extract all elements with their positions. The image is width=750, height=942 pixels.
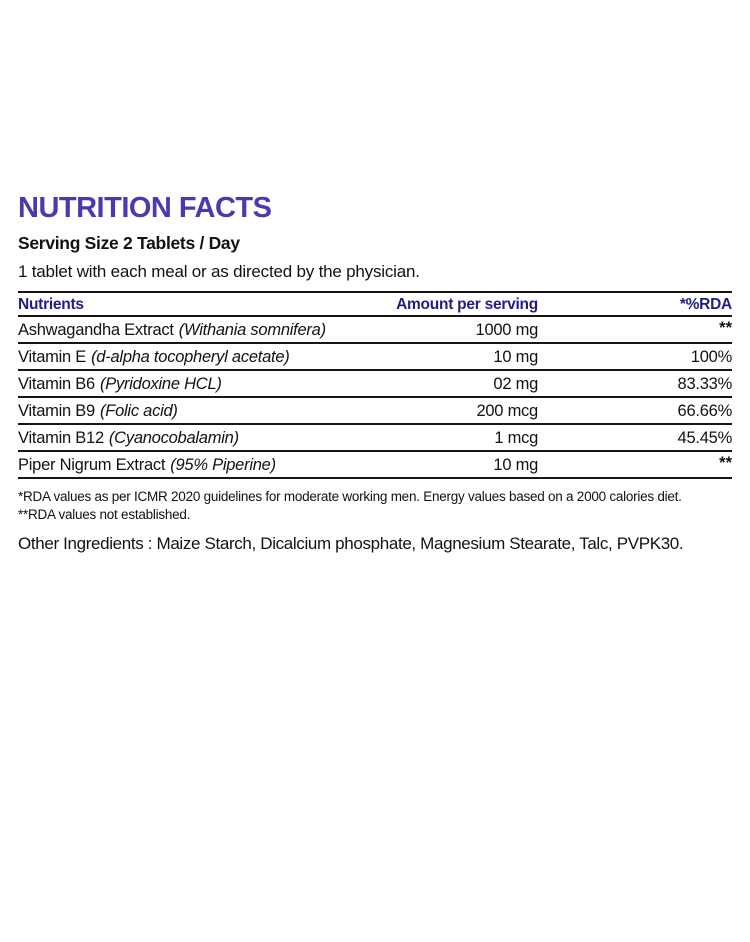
- nutrient-name: Vitamin B6: [18, 374, 95, 393]
- amount-value: 10 mg: [493, 455, 538, 474]
- nutrient-name: Vitamin B12: [18, 428, 104, 447]
- nutrient-botanical: (Folic acid): [100, 401, 178, 420]
- table-row: [18, 452, 732, 479]
- table-row: [18, 371, 732, 398]
- table-row: [18, 317, 732, 344]
- rda-value: 83.33%: [677, 374, 732, 393]
- header-rda: *%RDA: [679, 295, 732, 313]
- nutrient-botanical: (Cyanocobalamin): [108, 428, 239, 447]
- nutrient-botanical: (95% Piperine): [170, 455, 276, 474]
- nutrient-botanical: (Pyridoxine HCL): [100, 374, 222, 393]
- nutrition-label: [0, 192, 750, 942]
- table-row: [18, 344, 732, 371]
- other-ingredients: Other Ingredients : Maize Starch, Dicalcium phosphate, Magnesium Stearate, Talc, PVPK30.: [18, 534, 684, 554]
- table-header-row: [18, 291, 732, 317]
- footnote-rda-source: *RDA values as per ICMR 2020 guidelines for moderate working men. Energy values based on a 2000 calories diet.: [18, 489, 682, 505]
- footnotes: [18, 488, 732, 524]
- page-title: NUTRITION FACTS: [18, 192, 272, 224]
- nutrition-table: [18, 291, 732, 479]
- header-amount-per-serving: Amount per serving: [396, 295, 538, 313]
- amount-value: 10 mg: [493, 347, 538, 366]
- amount-value: 1000 mg: [475, 320, 538, 339]
- nutrient-name: Vitamin E: [18, 347, 87, 366]
- nutrient-name: Ashwagandha Extract: [18, 320, 174, 339]
- nutrient-name: Vitamin B9: [18, 401, 95, 420]
- serving-size: Serving Size 2 Tablets / Day: [18, 233, 240, 254]
- table-row: [18, 425, 732, 452]
- amount-value: 200 mcg: [476, 401, 538, 420]
- table-row: [18, 398, 732, 425]
- nutrient-botanical: (d-alpha tocopheryl acetate): [91, 347, 290, 366]
- amount-value: 1 mcg: [494, 428, 538, 447]
- rda-value: 45.45%: [677, 428, 732, 447]
- header-nutrients: Nutrients: [18, 295, 84, 313]
- rda-value: **: [719, 454, 732, 473]
- amount-value: 02 mg: [493, 374, 538, 393]
- nutrient-botanical: (Withania somnifera): [178, 320, 326, 339]
- rda-value: 66.66%: [677, 401, 732, 420]
- nutrient-name: Piper Nigrum Extract: [18, 455, 166, 474]
- rda-value: 100%: [690, 347, 732, 366]
- rda-value: **: [719, 319, 732, 338]
- directions-text: 1 tablet with each meal or as directed by the physician.: [18, 262, 420, 282]
- footnote-not-established: **RDA values not established.: [18, 507, 191, 523]
